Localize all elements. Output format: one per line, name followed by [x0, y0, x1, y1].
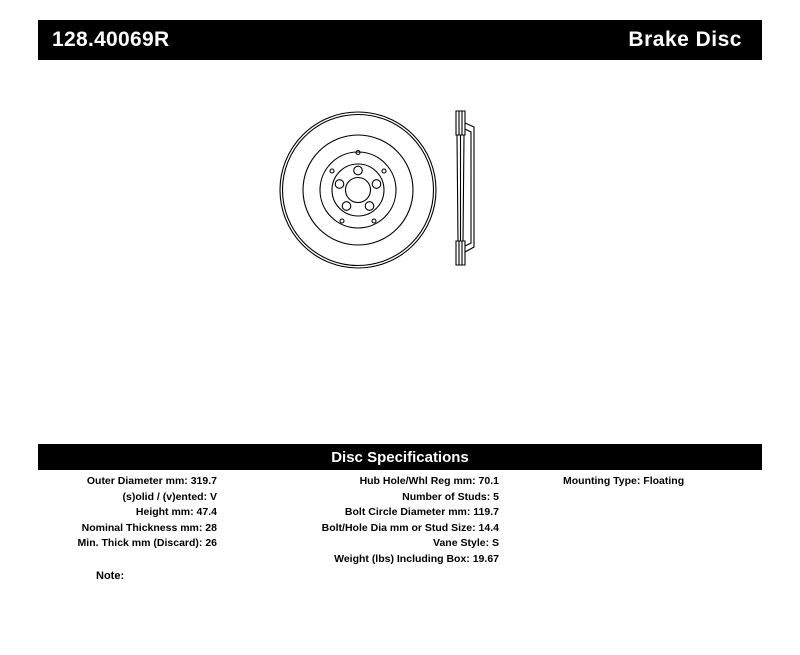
spec-columns — [38, 474, 762, 567]
spec-line: Number of Studs: 5 — [402, 490, 499, 503]
spec-column-left — [38, 474, 223, 552]
part-number: 128.40069R — [52, 28, 170, 51]
spec-line: Min. Thick mm (Discard): 26 — [77, 537, 217, 549]
stud-hole — [335, 180, 344, 189]
stud-hole — [372, 180, 381, 189]
disc-hat-inner — [332, 164, 384, 216]
note-label: Note: — [96, 570, 125, 582]
spec-line: Bolt/Hole Dia mm or Stud Size: 14.4 — [321, 521, 499, 534]
spec-line: Nominal Thickness mm: 28 — [81, 521, 217, 534]
spec-section-header — [38, 444, 762, 470]
spec-line: Hub Hole/Whl Reg mm: 70.1 — [359, 475, 499, 487]
cross-section-view — [456, 111, 474, 265]
hat-detail-mark — [340, 219, 344, 223]
disc-hat-outer — [320, 152, 396, 228]
spec-line: Outer Diameter mm: 319.7 — [86, 475, 217, 487]
header-bar — [38, 20, 762, 60]
spec-line: Mounting Type: Floating — [563, 475, 685, 487]
brake-disc-technical-drawing — [260, 95, 540, 285]
spec-line: Bolt Circle Diameter mm: 119.7 — [344, 506, 499, 518]
stud-hole — [342, 202, 351, 211]
spec-line: Vane Style: S — [433, 537, 499, 549]
hub-hole — [346, 178, 371, 203]
spec-section-title: Disc Specifications — [331, 448, 469, 466]
hat-detail-mark — [372, 219, 376, 223]
page-title: Brake Disc — [628, 28, 742, 51]
disc-outer-circle-inner — [283, 115, 434, 266]
hat-detail-mark — [330, 169, 334, 173]
spec-line: Weight (lbs) Including Box: 19.67 — [334, 552, 499, 565]
spec-column-middle — [223, 474, 503, 567]
stud-hole — [354, 166, 363, 175]
stud-hole — [365, 202, 374, 211]
hat-detail-mark — [382, 169, 386, 173]
disc-drawing-svg — [260, 95, 540, 285]
spec-column-right — [503, 474, 762, 490]
spec-line: (s)olid / (v)ented: V — [122, 490, 217, 503]
spec-line: Height mm: 47.4 — [135, 506, 217, 518]
